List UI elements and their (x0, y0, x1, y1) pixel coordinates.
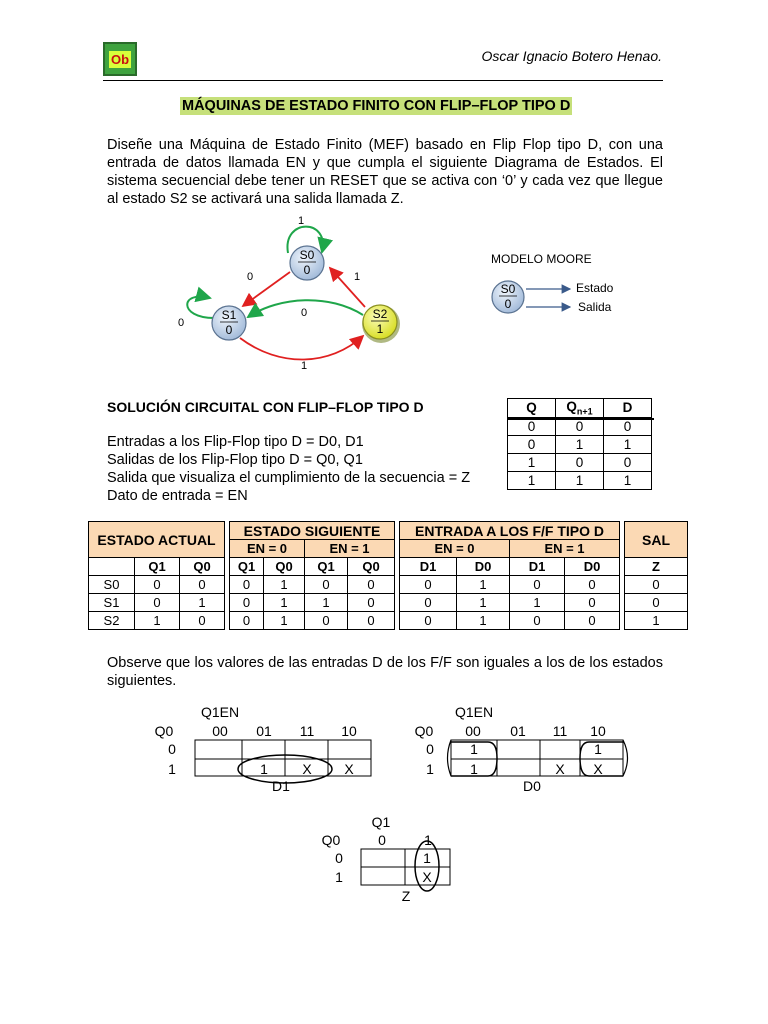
table-row (508, 453, 652, 471)
table-cell: 0 (305, 612, 348, 630)
col-next-en1-q1: Q1 (305, 558, 348, 576)
table-row (89, 594, 688, 612)
kmap-d0-cell-1-3: X (593, 761, 603, 777)
table-cell: 0 (400, 612, 457, 630)
table-cell: 0 (604, 453, 652, 471)
dff-truth-table (507, 398, 652, 490)
table-cell: 0 (565, 612, 620, 630)
kmap-d1-label: D1 (272, 778, 290, 794)
table-cell: 1 (264, 594, 305, 612)
table-cell: 1 (556, 435, 604, 453)
kmap-d1-cell-1-3: X (344, 761, 354, 777)
moore-output-label: Salida (578, 300, 612, 314)
kmap-d0-cell-0-0: 1 (470, 741, 478, 757)
header-next-en0: EN = 0 (230, 540, 305, 558)
kmap-z-col-1: 1 (424, 832, 432, 848)
col-ff-en1-d1: D1 (510, 558, 565, 576)
table-row (508, 471, 652, 489)
kmap-d0-col-1: 01 (510, 723, 526, 739)
table-cell: 0 (625, 576, 688, 594)
table-cell: 0 (510, 612, 565, 630)
table-cell: 0 (348, 612, 395, 630)
col-z: Z (625, 558, 688, 576)
table-cell: 0 (508, 435, 556, 453)
karnaugh-maps (0, 690, 768, 910)
col-next-en0-q0: Q0 (264, 558, 305, 576)
fact-outputs: Salidas de los Flip-Flop tipo D = Q0, Q1 (107, 452, 363, 468)
table-cell: 1 (457, 594, 510, 612)
kmap-z (322, 814, 450, 904)
dff-header-rule (507, 418, 654, 420)
kmap-d1-var-side: Q0 (154, 723, 174, 739)
table-cell: 1 (604, 471, 652, 489)
col-next-en0-q1: Q1 (230, 558, 264, 576)
table-row (89, 558, 688, 576)
kmap-d0 (415, 704, 628, 794)
kmap-d0-col-3: 10 (590, 723, 606, 739)
kmap-d1-col-2: 11 (299, 723, 315, 739)
col-ff-en1-d0: D0 (565, 558, 620, 576)
kmap-z-col-0: 0 (378, 832, 386, 848)
table-cell: 0 (348, 594, 395, 612)
observation-paragraph: Observe que los valores de las entradas D de los F/F son iguales a los de los estados siguientes. (107, 655, 663, 689)
kmap-d0-col-0: 00 (465, 723, 481, 739)
kmap-d0-cell-1-2: X (555, 761, 565, 777)
table-cell: 0 (348, 576, 395, 594)
author-name: Oscar Ignacio Botero Henao. (481, 48, 662, 64)
table-cell: 0 (230, 612, 264, 630)
transition-s1-to-s2 (240, 336, 363, 360)
table-cell: 1 (305, 594, 348, 612)
table-cell: 0 (230, 576, 264, 594)
fact-data-input: Dato de entrada = EN (107, 488, 248, 504)
table-cell: 0 (565, 594, 620, 612)
kmap-d1-var-top: Q1EN (200, 704, 240, 720)
table-cell: 0 (135, 576, 180, 594)
kmap-d1-cell-1-1: 1 (260, 761, 268, 777)
state-s1 (212, 306, 246, 340)
kmap-d0-label: D0 (523, 778, 541, 794)
col-state (89, 558, 135, 576)
col-next-en1-q0: Q0 (348, 558, 395, 576)
kmap-z-row-0: 0 (335, 850, 343, 866)
intro-paragraph: Diseñe una Máquina de Estado Finito (MEF) basado en Flip Flop tipo D, con una entrada de datos llamada EN y que cumpla el siguiente Diagrama de Estados. El sistema secuencial debe tener un RESET que se activa con ‘0’ y cada vez que llegue al estado S2 se activará una salida llamada Z. (107, 137, 663, 207)
table-cell: 1 (264, 612, 305, 630)
state-diagram (0, 0, 768, 400)
kmap-d0-cell-1-0: 1 (470, 761, 478, 777)
table-row (89, 612, 688, 630)
state-cell: S2 (89, 612, 135, 630)
table-cell: 1 (264, 576, 305, 594)
header-next-en1: EN = 1 (305, 540, 395, 558)
table-cell: 0 (604, 417, 652, 435)
table-cell: 1 (625, 612, 688, 630)
col-ff-en0-d1: D1 (400, 558, 457, 576)
moore-title: MODELO MOORE (491, 252, 592, 266)
table-cell: 1 (508, 453, 556, 471)
transition-s1-loop (187, 297, 214, 318)
col-ff-en0-d0: D0 (457, 558, 510, 576)
dff-header-d: D (604, 399, 652, 418)
table-cell: 1 (510, 594, 565, 612)
kmap-d0-var-side: Q0 (414, 723, 434, 739)
state-s2-name: S2 (372, 307, 388, 321)
fact-inputs: Entradas a los Flip-Flop tipo D = D0, D1 (107, 434, 364, 450)
table-cell: 0 (625, 594, 688, 612)
kmap-d0-row-1: 1 (426, 761, 434, 777)
kmap-d0-cell-0-3: 1 (594, 741, 602, 757)
header-ff-en0: EN = 0 (400, 540, 510, 558)
table-cell: 1 (135, 612, 180, 630)
label-s1-to-s2: 1 (300, 360, 308, 372)
header-entrada-ff: ENTRADA A LOS F/F TIPO D (400, 522, 620, 540)
table-cell: 1 (457, 612, 510, 630)
table-row (508, 435, 652, 453)
header-sal: SAL (625, 522, 688, 558)
kmap-z-var-side: Q0 (321, 832, 341, 848)
table-cell: 1 (604, 435, 652, 453)
kmap-d1-col-1: 01 (256, 723, 272, 739)
table-cell: 0 (135, 594, 180, 612)
document-title: MÁQUINAS DE ESTADO FINITO CON FLIP–FLOP TIPO D (182, 98, 571, 114)
moore-state-label: Estado (576, 281, 614, 295)
table-row (89, 522, 688, 540)
kmap-d1 (155, 704, 371, 794)
kmap-d1-cell-1-2: X (302, 761, 312, 777)
kmap-z-cell-1-1: X (422, 869, 432, 885)
state-s1-output: 0 (225, 323, 233, 337)
label-s0-loop: 1 (297, 215, 305, 227)
state-s0 (290, 246, 324, 280)
table-cell: 0 (400, 594, 457, 612)
kmap-d1-col-3: 10 (341, 723, 357, 739)
dff-header-qn1: $Q_{n+1}$ (556, 399, 604, 418)
state-cell: S1 (89, 594, 135, 612)
header-estado-actual: ESTADO ACTUAL (89, 522, 225, 558)
kmap-d1-row-0: 0 (168, 741, 176, 757)
table-cell: 0 (556, 453, 604, 471)
label-s1-loop: 0 (177, 317, 185, 329)
table-cell: 0 (400, 576, 457, 594)
kmap-d1-col-0: 00 (212, 723, 228, 739)
header-ff-en1: EN = 1 (510, 540, 620, 558)
kmap-d0-col-2: 11 (552, 723, 568, 739)
table-cell: 1 (508, 471, 556, 489)
state-cell: S0 (89, 576, 135, 594)
solution-title: SOLUCIÓN CIRCUITAL CON FLIP–FLOP TIPO D (107, 399, 424, 415)
table-cell: 0 (180, 612, 225, 630)
state-s0-name: S0 (299, 248, 315, 262)
table-row (508, 399, 652, 418)
moore-state-output: 0 (504, 297, 512, 311)
col-q1: Q1 (135, 558, 180, 576)
state-s0-output: 0 (303, 263, 311, 277)
table-cell: 1 (180, 594, 225, 612)
state-s2 (362, 305, 400, 343)
moore-state-name: S0 (500, 282, 516, 296)
fact-sequence-output: Salida que visualiza el cumplimiento de la secuencia = Z (107, 470, 471, 486)
kmap-d0-row-0: 0 (426, 741, 434, 757)
label-s0-to-s1: 0 (246, 271, 254, 283)
moore-state (492, 281, 524, 313)
table-cell: 0 (180, 576, 225, 594)
col-q0: Q0 (180, 558, 225, 576)
label-s2-to-s0: 1 (353, 271, 361, 283)
table-cell: 0 (305, 576, 348, 594)
state-s2-output: 1 (376, 322, 384, 336)
kmap-z-row-1: 1 (335, 869, 343, 885)
table-cell: 0 (556, 417, 604, 435)
table-cell: 1 (556, 471, 604, 489)
state-s1-name: S1 (221, 308, 237, 322)
kmap-d0-var-top: Q1EN (454, 704, 494, 720)
label-s2-to-s1: 0 (300, 307, 308, 319)
header-estado-siguiente: ESTADO SIGUIENTE (230, 522, 395, 540)
table-cell: 1 (457, 576, 510, 594)
logo-text: Ob (110, 51, 130, 67)
table-cell: 0 (510, 576, 565, 594)
table-cell: 0 (508, 417, 556, 435)
kmap-z-var-top: Q1 (371, 814, 391, 830)
state-table (88, 521, 688, 630)
kmap-z-label: Z (401, 888, 411, 904)
table-cell: 0 (565, 576, 620, 594)
table-row (89, 576, 688, 594)
table-cell: 0 (230, 594, 264, 612)
dff-header-q: Q (508, 399, 556, 418)
kmap-d1-row-1: 1 (168, 761, 176, 777)
kmap-z-cell-0-1: 1 (423, 850, 431, 866)
